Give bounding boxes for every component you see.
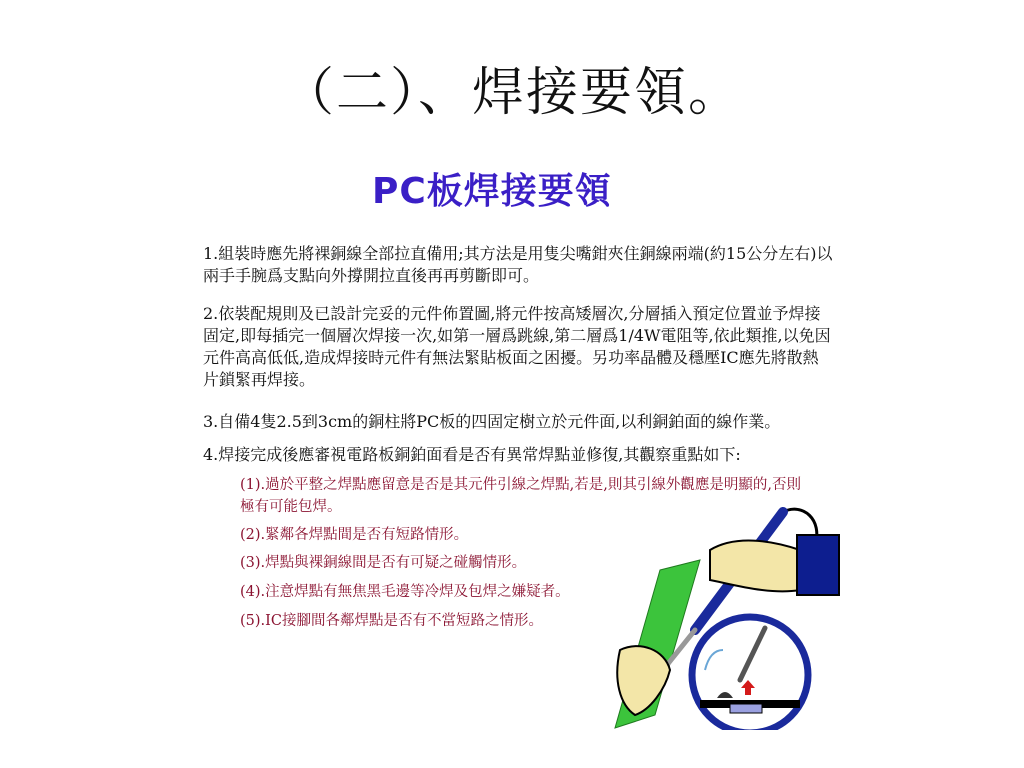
check-item-4: (4).注意焊點有無焦黑毛邊等冷焊及包焊之嫌疑者。 xyxy=(240,584,570,600)
check-item-1: (1).過於平整之焊點應留意是否是其元件引線之焊點,若是,則其引線外觀應是明顯的,否則極有可能包焊。 xyxy=(240,477,801,515)
right-hand-shape xyxy=(710,541,800,592)
check-item-5: (5).IC接腳間各鄰焊點是否有不當短路之情形。 xyxy=(240,613,543,629)
figure-heading: PC板焊接要領 xyxy=(372,171,612,212)
check-item-3: (3).焊點與裸銅線間是否有可疑之碰觸情形。 xyxy=(240,555,527,571)
instruction-item-2: 2.依裝配規則及已設計完妥的元件佈置圖,將元件按高矮層次,分層插入預定位置並予焊接固定,即每插完一個層次焊接一次,如第一層爲跳線,第二層爲1/4W電阻等,依此類推,以免因元件高高低低,造成焊接時元件有無法緊貼板面之困擾。另功率晶體及穩壓IC應先將散熱片鎖緊再焊接。 xyxy=(203,304,831,389)
component-shape xyxy=(730,704,762,713)
instruction-item-3: 3.自備4隻2.5到3cm的銅柱將PC板的四固定樹立於元件面,以利銅鉑面的線作業。 xyxy=(203,412,781,431)
instruction-item-4: 4.焊接完成後應審視電路板銅鉑面看是否有異常焊點並修復,其觀察重點如下: xyxy=(203,445,741,464)
slide-title: （二）、焊接要領。 xyxy=(281,63,742,123)
check-item-2: (2).緊鄰各焊點間是否有短路情形。 xyxy=(240,527,469,543)
instruction-item-1: 1.組裝時應先將裸銅線全部拉直備用;其方法是用隻尖嘴鉗夾住銅線兩端(約15公分左右)以兩手手腕爲支點向外撐開拉直後再再剪斷即可。 xyxy=(203,244,833,285)
soldering-iron-hand-icon xyxy=(605,500,855,730)
left-hand-shape xyxy=(617,646,670,715)
shirt-cuff-shape xyxy=(797,535,839,595)
